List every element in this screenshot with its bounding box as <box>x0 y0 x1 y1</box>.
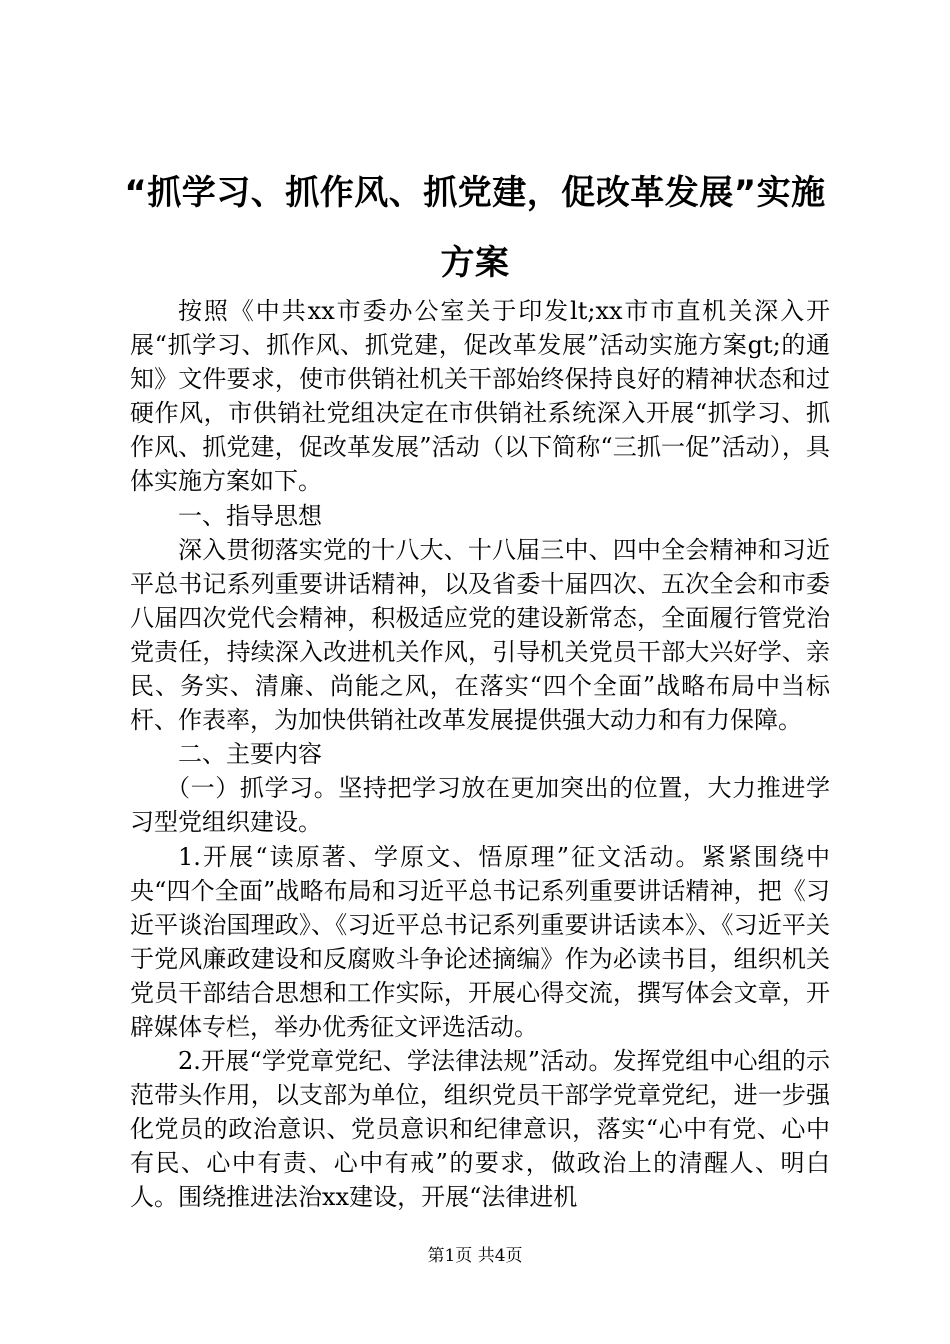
subsection-study-paragraph: （一）抓学习。坚持把学习放在更加突出的位置，大力推进学习型党组织建设。 <box>130 774 830 837</box>
document-body <box>130 294 830 1215</box>
document-title: “抓学习、抓作风、抓党建，促改革发展”实施方案 <box>124 173 826 283</box>
section-heading-main-content: 二、主要内容 <box>178 740 322 769</box>
item-2-paragraph: 2.开展“学党章党纪、学法律法规”活动。发挥党组中心组的示范带头作用，以支部为单位，组织党员干部学党章党纪，进一步强化党员的政治意识、党员意识和纪律意识，落实“心中有党、心中有民、心中有责、心中有戒”的要求，做政治上的清醒人、明白人。围绕推进法治xx建设，开展“法律进机 <box>130 1047 830 1212</box>
intro-paragraph: 按照《中共xx市委办公室关于印发lt;xx市市直机关深入开展“抓学习、抓作风、抓党建，促改革发展”活动实施方案gt;的通知》文件要求，使市供销社机关干部始终保持良好的精神状态和过硬作风，市供销社党组决定在市供销社系统深入开展“抓学习、抓作风、抓党建，促改革发展”活动（以下简称“三抓一促”活动），具体实施方案如下。 <box>130 297 830 496</box>
section-heading-guiding-thought: 一、指导思想 <box>178 501 322 530</box>
page-number-footer: 第1页 共4页 <box>427 1246 523 1266</box>
guiding-thought-paragraph: 深入贯彻落实党的十八大、十八届三中、四中全会精神和习近平总书记系列重要讲话精神，以及省委十届四次、五次全会和市委八届四次党代会精神，积极适应党的建设新常态，全面履行管党治党责任，持续深入改进机关作风，引导机关党员干部大兴好学、亲民、务实、清廉、尚能之风，在落实“四个全面”战略布局中当标杆、作表率，为加快供销社改革发展提供强大动力和有力保障。 <box>130 535 830 735</box>
item-1-paragraph: 1.开展“读原著、学原文、悟原理”征文活动。紧紧围绕中央“四个全面”战略布局和习近平总书记系列重要讲话精神，把《习近平谈治国理政》、《习近平总书记系列重要讲话读本》、《习近平关于党风廉政建设和反腐败斗争论述摘编》作为必读书目，组织机关党员干部结合思想和工作实际，开展心得交流，撰写体会文章，开辟媒体专栏，举办优秀征文评选活动。 <box>130 842 830 1041</box>
